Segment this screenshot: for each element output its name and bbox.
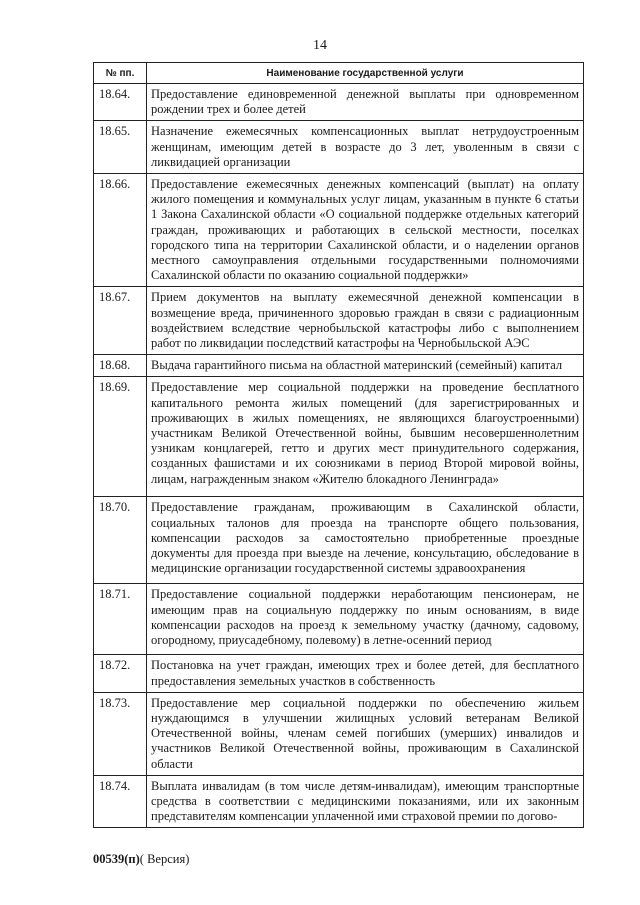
row-number: 18.70.	[94, 497, 147, 584]
row-number: 18.73.	[94, 692, 147, 775]
table-row	[94, 655, 584, 692]
table-row	[94, 497, 584, 584]
table-header-row	[94, 63, 584, 84]
header-number: № пп.	[94, 63, 147, 84]
table-row	[94, 174, 584, 287]
table-row	[94, 121, 584, 174]
document-code	[93, 852, 189, 867]
row-number: 18.65.	[94, 121, 147, 174]
table-row	[94, 584, 584, 655]
service-name: Прием документов на выплату ежемесячной денежной компенсации в возмещение вреда, причиненного здоровью граждан в связи с радиационным воздействием вследствие чернобыльской катастрофы либо с выполнением работ по ликвидации последствий катастрофы на Чернобыльской АЭС	[147, 287, 584, 355]
service-name: Предоставление гражданам, проживающим в Сахалинской области, социальных талонов для проезда на транспорте общего пользования, компенсации расходов за самостоятельно приобретенные проездные документы для проезда при выезде на лечение, консультацию, обследование в медицинские организации государственной системы здравоохранения	[147, 497, 584, 584]
service-name: Предоставление мер социальной поддержки по обеспечению жильем нуждающимся в улучшении жилищных условий ветеранам Великой Отечественной войны, членам семей погибших (умерших) инвалидов и участников Великой Отечественной войны, проживающим в Сахалинской области	[147, 692, 584, 775]
service-name: Предоставление ежемесячных денежных компенсаций (выплат) на оплату жилого помещения и коммунальных услуг лицам, указанным в пункте 6 статьи 1 Закона Сахалинской области «О социальной поддержке отдельных категорий граждан, проживающих и работающих в сельской местности, поселках городского типа на территории Сахалинской области, и о наделении органов местного самоуправления отдельными государственными полномочиями Сахалинской области по оказанию социальной поддержки»	[147, 174, 584, 287]
service-name: Назначение ежемесячных компенсационных выплат нетрудоустроенным женщинам, имеющим детей в возрасте до 3 лет, уволенным в связи с ликвидацией организации	[147, 121, 584, 174]
document-version: ( Версия)	[139, 852, 190, 866]
service-name: Выдача гарантийного письма на областной материнский (семейный) капитал	[147, 355, 584, 377]
row-number: 18.72.	[94, 655, 147, 692]
table-row	[94, 287, 584, 355]
table-row	[94, 692, 584, 775]
table-row	[94, 355, 584, 377]
service-name: Предоставление мер социальной поддержки на проведение бесплатного капитального ремонта жилых помещений (для зарегистрированных и проживающих в жилых помещениях, не являющихся благоустроенными) участникам Великой Отечественной войны, бывшим несовершеннолетним узникам концлагерей, гетто и других мест принудительного содержания, созданных фашистами и их союзниками в период Второй мировой войны, лицам, награжденным знаком «Жителю блокадного Ленинграда»	[147, 377, 584, 497]
services-table	[93, 62, 584, 828]
document-code-number: 00539(п)	[93, 852, 140, 866]
service-name: Постановка на учет граждан, имеющих трех и более детей, для бесплатного предоставления земельных участков в собственность	[147, 655, 584, 692]
row-number: 18.74.	[94, 775, 147, 828]
page-number: 14	[313, 38, 327, 53]
row-number: 18.67.	[94, 287, 147, 355]
row-number: 18.64.	[94, 84, 147, 121]
table-row	[94, 377, 584, 497]
table-row	[94, 84, 584, 121]
service-name: Выплата инвалидам (в том числе детям-инвалидам), имеющим транспортные средства в соответствии с медицинскими показаниями, или их законным представителям компенсации уплаченной ими страховой премии по догово-	[147, 775, 584, 828]
row-number: 18.71.	[94, 584, 147, 655]
service-name: Предоставление единовременной денежной выплаты при одновременном рождении трех и более детей	[147, 84, 584, 121]
service-name: Предоставление социальной поддержки неработающим пенсионерам, не имеющим прав на социальную поддержку по иным основаниям, в виде компенсации расходов на проезд к земельному участку (дачному, садовому, огородному, приусадебному, полевому) в летне-осенний период	[147, 584, 584, 655]
row-number: 18.68.	[94, 355, 147, 377]
row-number: 18.66.	[94, 174, 147, 287]
header-service-name: Наименование государственной услуги	[147, 63, 584, 84]
row-number: 18.69.	[94, 377, 147, 497]
table-row	[94, 775, 584, 828]
